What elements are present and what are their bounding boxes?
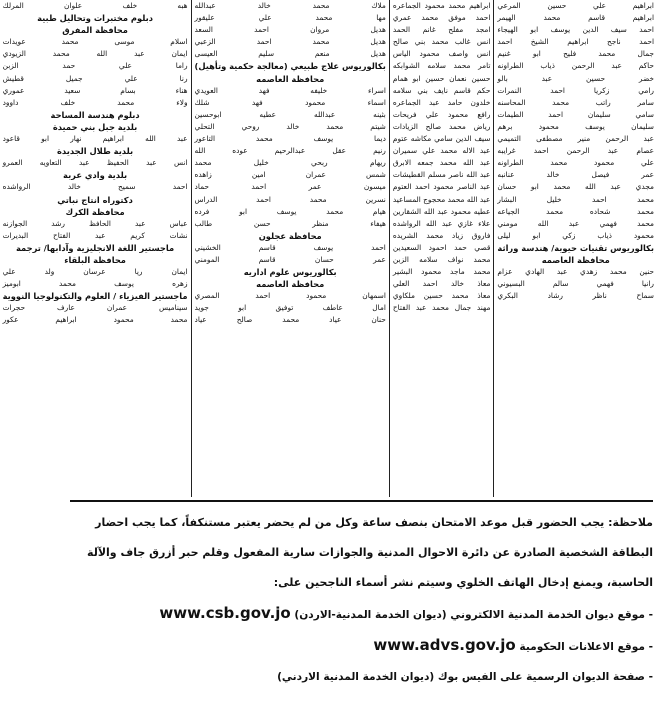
notice-site-1 — [70, 598, 653, 630]
section-heading: بكالوريوس علاج طبيعي (معالجة حكمية وتأهيل) — [194, 61, 386, 72]
notice-site-3 — [70, 662, 653, 692]
name-entry: انس واصف محمود الياس — [392, 49, 491, 59]
name-entry: محمد شحاده محمد الجياعه — [497, 206, 654, 216]
section-heading: محافظة الكرك — [65, 206, 125, 217]
name-entry: خضر حسين عبد بالو — [497, 73, 654, 83]
name-entry: خلدون حامد عبد الجماعره — [392, 97, 491, 107]
name-entry: رنا علي جميل قطيش — [2, 73, 188, 83]
name-entry: عبد الاله محمد علي سميران — [392, 146, 491, 156]
name-entry: اسراء خليفه فهد العويدي — [194, 85, 386, 95]
name-entry: هديل منعم سليم العيسى — [194, 49, 386, 59]
section-heading: بكالوريوس علوم اداريه — [243, 267, 337, 278]
name-entry: احمد سيف الدين يوسف ابو الهيجاء — [497, 25, 654, 35]
section-heading: بكالوريوس تقنيات حيوية/ هندسة وراثة — [497, 242, 654, 253]
name-entry: هبه خلف علوان المرلك — [2, 1, 188, 10]
name-entry: عبد الله ابراهيم نهار ابو قاعود — [2, 134, 188, 144]
name-entry: رافع محمود علي فريحات — [392, 109, 491, 119]
name-entry: ابراهيم قاسم محمد الهيمر — [497, 13, 654, 23]
notice-site-2 — [70, 630, 653, 662]
name-entry: محمد احمد خليل البشار — [497, 194, 654, 204]
name-entry: معاذ محمد حسين ملكاوي — [392, 291, 491, 301]
name-entry: رامي زكريا احمد النمرات — [497, 85, 654, 95]
name-entry: عبد الله محمد جمعه الابرق — [392, 158, 491, 168]
name-entry: محمد فهمي عبد الله مومني — [497, 218, 654, 228]
name-entry: فاروق زياد محمد الشريده — [392, 230, 491, 240]
names-column-4 — [0, 0, 191, 497]
name-entry: قصي حمد احمود السعيدين — [392, 242, 491, 252]
name-entry: ميسون عمر احمد حماد — [194, 182, 386, 192]
names-columns — [2, 0, 657, 497]
name-entry: نشات كريم عبد الفتاح البديرات — [2, 230, 188, 240]
name-entry: حسين نعمان حسين ابو همام — [392, 73, 491, 83]
name-entry: بثينه عبدالله عطيه ابوحسين — [194, 109, 386, 119]
section-heading: ماجستير الفيزياء / العلوم والتكنولوجيا النووية — [2, 291, 188, 302]
name-entry: ولاء محمد خلف داوود — [2, 97, 188, 107]
names-column-3 — [191, 0, 389, 497]
name-entry: عبد الله محمد محجوج المساعيد — [392, 194, 491, 204]
name-entry: رانيا فهمي سالم البسيوني — [497, 279, 654, 289]
name-entry: عبد الله ناصر مسلم القطيشات — [392, 170, 491, 180]
name-entry: اسمهان محمود احمد المصري — [194, 291, 386, 301]
section-heading: محافظة العاصمه — [256, 73, 325, 84]
names-column-1 — [493, 0, 657, 497]
name-entry: امال عاطف توفيق ابو جويد — [194, 303, 386, 313]
site-2-url[interactable]: www.advs.gov.jo — [373, 636, 516, 654]
notice-line-1: ملاحظة: يجب الحضور قبل موعد الامتحان بنصف ساعة وكل من لم يحضر يعتبر مستنكفاً، كما يجب احضار — [95, 516, 653, 529]
name-entry: سامي سليمان احمد الطيمات — [497, 109, 654, 119]
name-entry: هناء بسام سعيد عموري — [2, 85, 188, 95]
name-entry: رياض محمد صالح الزيادات — [392, 121, 491, 131]
name-entry: اسماء محمود فهد شلك — [194, 97, 386, 107]
name-entry: هديل محمد احمد الزعبي — [194, 37, 386, 47]
site-1-label: - موقع ديوان الخدمة المدنية الالكتروني (ديوان الخدمة المدنية-الاردن) — [294, 609, 653, 621]
name-entry: تامر محمد سلامه الشوابكه — [392, 61, 491, 71]
name-entry: معاذ خالد احمد العلي — [392, 279, 491, 289]
name-entry: ابراهيم علي حسين المرعي — [497, 1, 654, 10]
name-entry: عمر فيصل خالد عنانبه — [497, 170, 654, 180]
section-heading: محافظة العاصمه — [541, 254, 610, 265]
name-entry: شيتم محمد خالد روحي التحلي — [194, 121, 386, 131]
name-entry: مهند جمال محمد عبد الفتاح — [392, 303, 491, 313]
name-entry: عبد الرحمن منير مصطفى التميمي — [497, 134, 654, 144]
name-entry: احمد يوسف قاسم الخشيني — [194, 242, 386, 252]
name-entry: احمد سميح خالد الرواشده — [2, 182, 188, 192]
name-entry: علي محمود محمد الطراونه — [497, 158, 654, 168]
name-entry: سيف الدين سامي مكاشه عتوم — [392, 134, 491, 144]
name-entry: حكم قاسم نايف بني سلامه — [392, 85, 491, 95]
name-entry: نسرين محمد احمد الدراس — [194, 194, 386, 204]
notice-box — [70, 500, 653, 723]
name-entry: رنيم عقل عبدالرحيم عوده الله — [194, 146, 386, 156]
name-entry: احمد موفق محمد عمري — [392, 13, 491, 23]
section-heading: محافظة المفرق — [62, 25, 128, 36]
name-entry: سماح ناظر رشاد البكري — [497, 291, 654, 301]
name-entry: هيام محمد يوسف ابو فرده — [194, 206, 386, 216]
name-entry: سيناميس عمران عارف حجرات — [2, 303, 188, 313]
site-2-label: - موقع الاعلانات الحكومية — [519, 641, 653, 653]
name-entry: عطيه محمود عبد الله الشقارين — [392, 206, 491, 216]
name-entry: حنين محمد زهدي عبد الهادي عزام — [497, 267, 654, 277]
section-heading: ماجستير اللغة الانجليزية وآدابها/ ترجمة — [16, 242, 175, 253]
name-entry: عمر حسان قاسم المومني — [194, 254, 386, 264]
site-3-label: - صفحة الديوان الرسمية على الفيس بوك (ديوان الخدمة المدنية الاردني) — [277, 671, 653, 683]
name-entry: محمود ذياب زكي ابو ليلى — [497, 230, 654, 240]
name-entry: هديل مروان احمد السعد — [194, 25, 386, 35]
name-entry: محمد ماجد محمود البشير — [392, 267, 491, 277]
name-entry: عبد الناصر محمود احمد العتوم — [392, 182, 491, 192]
name-entry: اسلام موسى محمد عويدات — [2, 37, 188, 47]
name-entry: جمال محمد فليح ابو غنيم — [497, 49, 654, 59]
name-entry: محمد نواف سلامه الزبن — [392, 254, 491, 264]
name-entry: شمس عمران امين زاهده — [194, 170, 386, 180]
name-entry: ابراهيم محمد محمود الجماعره — [392, 1, 491, 10]
section-heading: دبلوم هندسة المساحة — [50, 109, 140, 120]
site-1-url[interactable]: www.csb.gov.jo — [159, 604, 291, 622]
name-entry: مها محمد علي عليقور — [194, 13, 386, 23]
name-entry: ديما يوسف محمد التاعور — [194, 134, 386, 144]
name-entry: احمد ناجح ابراهيم الشيخ احمد — [497, 37, 654, 47]
name-entry: سامر راتب محمد المحاسنه — [497, 97, 654, 107]
notice-line-3: الحاسبة، ويمنع إدخال الهاتف الخلوي وسيتم نشر أسماء الناجحين على: — [273, 576, 653, 589]
section-heading: دبلوم مختبرات وتحاليل طبية — [37, 13, 153, 24]
names-column-2 — [389, 0, 494, 497]
name-entry: راما علي حمد الزبن — [2, 61, 188, 71]
name-entry: ايمان ريا عرسان ولد علي — [2, 267, 188, 277]
section-heading: محافظة عجلون — [258, 230, 322, 241]
notice-line-2: البطاقة الشخصية الصادرة عن دائرة الاحوال المدنية والجوازات سارية المفعول وقلم حبر أزرق جاف والآلة — [87, 546, 653, 559]
name-entry: عباس عبد الحافظ رشد الجوازنه — [2, 218, 188, 228]
name-entry: علاء غازي عبد الله الرواشده — [392, 218, 491, 228]
name-entry: ملاك محمد خالد عبدالله — [194, 1, 386, 10]
name-entry: عصام عبد الرحمن احمد غرايبه — [497, 146, 654, 156]
name-entry: سليمان يوسف محمود برهم — [497, 121, 654, 131]
name-entry: حاكم عبد الرحمن ذياب الطراونه — [497, 61, 654, 71]
section-heading: محافظة البلقاء — [64, 254, 126, 265]
section-heading: محافظة العاصمه — [256, 279, 325, 290]
name-entry: هيفاء منظر حسن طالب — [194, 218, 386, 228]
name-entry: مجدي عبد الله محمد ابو حسان — [497, 182, 654, 192]
name-entry: زهره يوسف محمد ابوميز — [2, 279, 188, 289]
section-heading: بلدية طلال الجديدة — [57, 146, 134, 157]
name-entry: انس غالب محمد بني صالح — [392, 37, 491, 47]
name-entry: انس عبد الحفيظ عبد التعاويه العمرو — [2, 158, 188, 168]
section-heading: بلدية وادي عربة — [63, 170, 128, 181]
section-heading: بلدية جبل بني حميدة — [52, 121, 138, 132]
name-entry: ريهام ربحي خليل محمد — [194, 158, 386, 168]
name-entry: حنان عياد محمد صالح عياد — [194, 315, 386, 325]
name-entry: امجد مفلح غانم الحمد — [392, 25, 491, 35]
section-heading: دكتوراه انتاج نباتي — [57, 194, 133, 205]
name-entry: محمد محمود ابراهيم عكور — [2, 315, 188, 325]
name-entry: ايمان عبد الله محمد الزيودي — [2, 49, 188, 59]
newspaper-page — [2, 0, 661, 717]
